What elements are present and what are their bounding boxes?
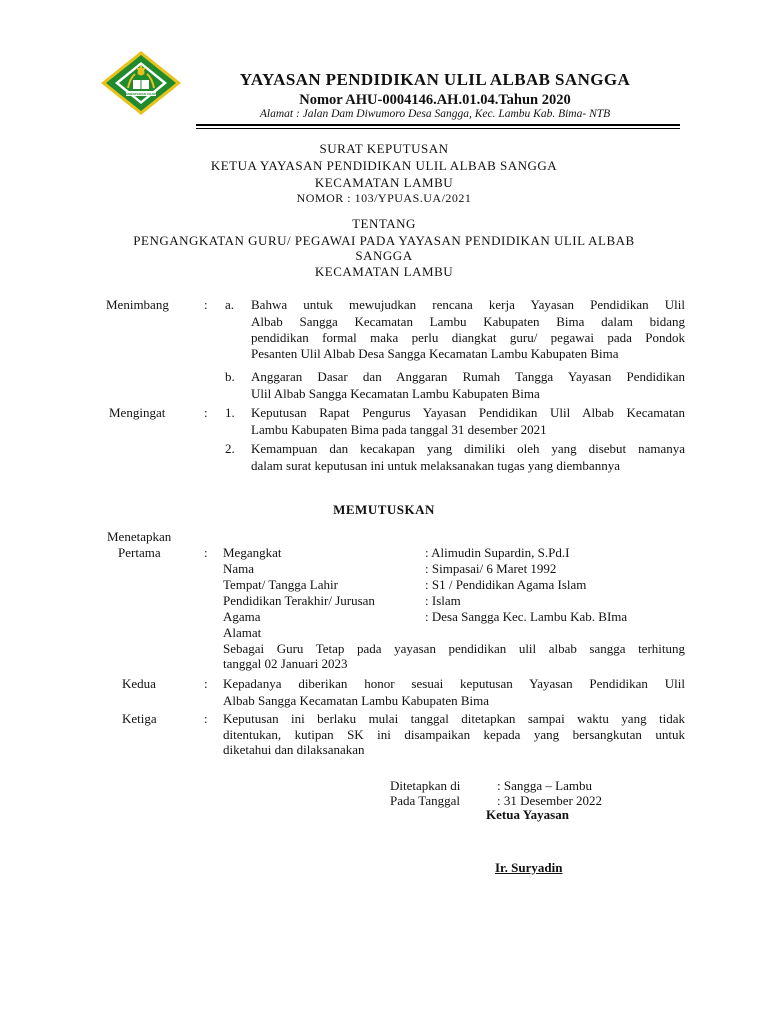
signatory-position: Ketua Yayasan xyxy=(486,807,569,822)
mengingat-label: Mengingat xyxy=(109,405,166,420)
pertama-label: Pertama xyxy=(118,545,161,560)
header-divider-thick xyxy=(196,124,680,126)
organization-name: YAYASAN PENDIDIKAN ULIL ALBAB SANGGA xyxy=(239,70,631,89)
field-value: : Desa Sangga Kec. Lambu Kab. BIma xyxy=(425,609,628,624)
header-divider-thin xyxy=(196,128,680,129)
field-label: Alamat xyxy=(223,625,262,640)
field-label: Tempat/ Tangga Lahir xyxy=(223,577,338,592)
mengingat-1-line: Keputusan Rapat Pengurus Yayasan Pendidikan Ulil Albab Kecamatan xyxy=(251,405,685,420)
menimbang-b-marker: b. xyxy=(225,369,235,384)
menimbang-b-line: Anggaran Dasar dan Anggaran Rumah Tangga Yayasan Pendidikan xyxy=(251,369,685,384)
organization-logo xyxy=(100,50,182,116)
field-value: : Alimudin Supardin, S.Pd.I xyxy=(425,545,570,560)
tanggal-label: Pada Tanggal xyxy=(390,793,460,808)
tanggal-value: : 31 Desember 2022 xyxy=(497,793,603,808)
doc-title-district: KECAMATAN LAMBU xyxy=(314,175,454,190)
ketiga-label: Ketiga xyxy=(122,711,157,726)
menimbang-a-line: Bahwa untuk mewujudkan rencana kerja Yayasan Pendidikan Ulil xyxy=(251,297,685,312)
subject-line-2: SANGGA xyxy=(355,248,413,263)
kedua-label: Kedua xyxy=(122,676,156,691)
ketiga-colon: : xyxy=(204,711,208,726)
ketiga-text-line: Keputusan ini berlaku mulai tanggal ditetapkan sampai waktu yang tidak xyxy=(223,711,685,726)
organization-address: Alamat : Jalan Dam Diwumoro Desa Sangga, Kec. Lambu Kab. Bima- NTB xyxy=(259,108,611,120)
menimbang-label: Menimbang xyxy=(106,297,169,312)
kedua-text-line: Albab Sangga Kecamatan Lambu Kabupaten Bima xyxy=(223,693,490,708)
pertama-text-line: Sebagai Guru Tetap pada yayasan pendidikan ulil albab sangga terhitung xyxy=(223,641,685,656)
ketiga-text-line: diketahui dan dilaksanakan xyxy=(223,742,365,757)
tentang-heading: TENTANG xyxy=(352,216,416,231)
doc-number: NOMOR : 103/YPUAS.UA/2021 xyxy=(296,191,472,205)
doc-title: SURAT KEPUTUSAN xyxy=(319,141,449,156)
pertama-colon: : xyxy=(204,545,208,560)
mengingat-2-line: Kemampuan dan kecakapan yang dimiliki oleh yang disebut namanya xyxy=(251,441,685,456)
doc-title-issuer: KETUA YAYASAN PENDIDIKAN ULIL ALBAB SANGGA xyxy=(210,158,558,173)
kedua-colon: : xyxy=(204,676,208,691)
field-label: Megangkat xyxy=(223,545,282,560)
subject-line-1: PENGANGKATAN GURU/ PEGAWAI PADA YAYASAN PENDIDIKAN ULIL ALBAB xyxy=(133,233,635,248)
ketiga-text-line: ditentukan, kutipan SK ini disampaikan kepada yang bersangkutan untuk xyxy=(223,727,685,742)
pertama-text-line: tanggal 02 Januari 2023 xyxy=(223,656,348,671)
mengingat-colon: : xyxy=(204,405,208,420)
menimbang-a-marker: a. xyxy=(225,297,235,312)
mengingat-1-marker: 1. xyxy=(225,405,235,420)
registration-number: Nomor AHU-0004146.AH.01.04.Tahun 2020 xyxy=(299,92,571,108)
menetapkan-label: Menetapkan xyxy=(107,529,172,544)
menimbang-b-line: Ulil Albab Sangga Kecamatan Lambu Kabupaten Bima xyxy=(251,386,540,401)
svg-text:KEMENTERIAN AGAMA: KEMENTERIAN AGAMA xyxy=(123,92,159,96)
menimbang-colon: : xyxy=(204,297,208,312)
mengingat-1-line: Lambu Kabupaten Bima pada tanggal 31 desember 2021 xyxy=(251,422,547,437)
mengingat-2-marker: 2. xyxy=(225,441,235,456)
field-label: Agama xyxy=(223,609,261,624)
subject-line-3: KECAMATAN LAMBU xyxy=(314,264,454,279)
kedua-text-line: Kepadanya diberikan honor sesuai keputusan Yayasan Pendidikan Ulil xyxy=(223,676,685,691)
mengingat-2-line: dalam surat keputusan ini untuk melaksanakan tugas yang diembannya xyxy=(251,458,620,473)
menimbang-a-line: Pesanten Ulil Albab Desa Sangga Kecamatan Lambu Kabupaten Bima xyxy=(251,346,619,361)
field-value: : Simpasai/ 6 Maret 1992 xyxy=(425,561,557,576)
field-label: Nama xyxy=(223,561,255,576)
field-value: : S1 / Pendidikan Agama Islam xyxy=(425,577,587,592)
field-label: Pendidikan Terakhir/ Jurusan xyxy=(223,593,375,608)
menimbang-a-line: Albab Sangga Kecamatan Lambu Kabupaten Bima dalam bidang xyxy=(251,314,685,329)
ditetapkan-value: : Sangga – Lambu xyxy=(497,778,592,793)
ditetapkan-label: Ditetapkan di xyxy=(390,778,461,793)
signatory-name: Ir. Suryadin xyxy=(495,860,563,875)
menimbang-a-line: pendidikan formal maka perlu diangkat guru/ pegawai pada Pondok xyxy=(251,330,685,345)
memutuskan-heading: MEMUTUSKAN xyxy=(333,502,435,517)
field-value: : Islam xyxy=(425,593,461,608)
